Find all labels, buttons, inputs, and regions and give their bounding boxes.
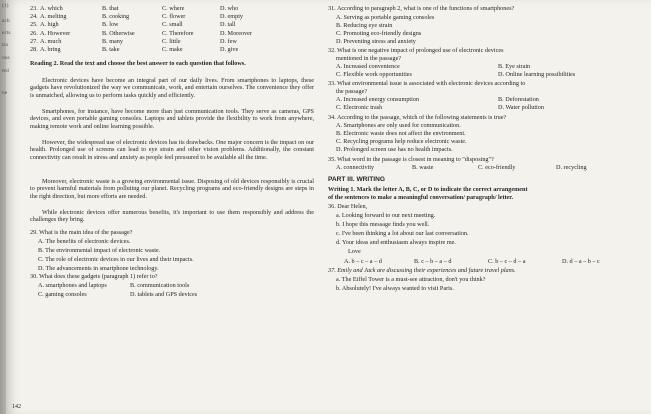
option-b: B. that xyxy=(102,5,119,12)
option-a: A. However xyxy=(40,30,71,37)
sentence-d: d. Your ideas and enthusiasm always inspire me. xyxy=(336,239,456,246)
option-d: D. Online learning possibilities xyxy=(498,71,576,78)
option-d: D. give xyxy=(220,46,239,53)
closing: Love xyxy=(348,248,361,255)
option-c: C. gaming consoles xyxy=(38,291,87,298)
option-d: D. Water pollution xyxy=(498,104,544,111)
sentence-c: c. I've been thinking a lot about our last conversation. xyxy=(336,230,469,237)
option-d: D. d – a – b – c xyxy=(562,258,600,265)
writing-1-heading-cont: of the sentences to make a meaningful conversation/ paragraph/ letter. xyxy=(328,194,514,201)
question-number: 26. xyxy=(30,30,38,37)
option-d: D. who xyxy=(220,5,239,12)
sentence-b: b. I hope this message finds you well. xyxy=(336,221,430,228)
question-stem: 33. What environmental issue is associated with electronic devices according to xyxy=(328,80,526,87)
question-number: 27. xyxy=(30,38,38,45)
sentence-a: a. Looking forward to our next meeting. xyxy=(336,212,436,219)
passage-paragraph-1: Electronic devices have become an integral part of our daily lives. From smartphones to laptops, these gadgets have revolutionized the way we communicate, work, and entertain ourselves. The convenience they offer is unmatched, allowing us to perform tasks quickly and efficiently. xyxy=(30,77,314,99)
part-3-heading: PART III. WRITING xyxy=(328,176,386,183)
option-d: D. tall xyxy=(220,21,236,28)
option-d: D. Moreover xyxy=(220,30,252,37)
sentence-b: b. Absolutely! I've always wanted to visit Paris. xyxy=(336,285,454,292)
question-stem: 34. According to the passage, which of the following statements is true? xyxy=(328,114,507,121)
question-stem: 32. What is one negative impact of prolonged use of electronic devices xyxy=(328,47,504,54)
option-c: C. little xyxy=(162,38,181,45)
option-a: A. smartphones and laptops xyxy=(38,282,107,289)
option-b: B. take xyxy=(102,46,120,53)
option-a: A. connectivity xyxy=(336,164,375,171)
option-a: A. Increased convenience xyxy=(336,63,400,70)
option-a: A. Increased energy consumption xyxy=(336,96,420,103)
option-b: B. Deforestation xyxy=(498,96,539,103)
edge-mark: tra xyxy=(2,42,8,48)
reading-2-heading: Reading 2. Read the text and choose the best answer to each question that follows. xyxy=(30,60,246,67)
option-b: B. waste xyxy=(412,164,434,171)
option-a: A. high xyxy=(40,21,59,28)
writing-1-heading: Writing 1. Mark the letter A, B, C, or D to indicate the correct arrangement xyxy=(328,186,528,193)
sentence-a: a. The Eiffel Tower is a must-see attraction, don't you think? xyxy=(336,276,486,283)
option-b: B. Otherwise xyxy=(102,30,135,37)
option-d: D. Preventing stress and anxiety xyxy=(336,38,416,45)
page-number: 142 xyxy=(12,404,21,410)
passage-paragraph-4: Moreover, electronic waste is a growing environmental issue. Disposing of old devices responsibly is crucial to prevent harmful materials from polluting our planet. Recycling programs and eco-friendly designs are steps in the right direction, but more efforts are needed. xyxy=(30,178,314,200)
option-b: B. Eye strain xyxy=(498,63,531,70)
option-c: C. flower xyxy=(162,13,186,20)
passage-paragraph-2: Smartphones, for instance, have become more than just communication tools. They serve as cameras, GPS devices, and even portable gaming consoles. Laptops and tablets provide the flexibility to work from anywhere, making remote work and online learning possible. xyxy=(30,108,314,130)
option-d: D. recycling xyxy=(556,164,587,171)
option-b: B. cooking xyxy=(102,13,130,20)
question-stem: 36. Dear Helen, xyxy=(328,203,368,210)
option-d: D. tablets and GPS devices xyxy=(130,291,198,298)
option-a: A. melting xyxy=(40,13,67,20)
option-c: C. Therefore xyxy=(162,30,194,37)
option-b: B. many xyxy=(102,38,123,45)
option-a: A. bring xyxy=(40,46,61,53)
option-c: C. make xyxy=(162,46,183,53)
option-a: A. Serving as portable gaming consoles xyxy=(336,14,435,21)
question-stem: 35. What word in the passage is closest in meaning to "disposing"? xyxy=(328,156,494,163)
question-number: 25. xyxy=(30,21,38,28)
option-a: A. b – c – a – d xyxy=(344,258,382,265)
option-a: A. Smartphones are only used for communication. xyxy=(336,122,461,129)
option-b: B. Reducing eye strain xyxy=(336,22,393,29)
edge-mark: (1) xyxy=(2,3,9,9)
edge-mark: ects xyxy=(2,30,11,36)
option-c: C. Recycling programs help reduce electronic waste. xyxy=(336,138,467,145)
question-stem: 31. According to paragraph 2, what is one of the functions of smartphones? xyxy=(328,5,515,12)
textbook-page xyxy=(2,0,651,414)
option-a: 23. xyxy=(30,5,38,12)
option-c: C. where xyxy=(162,5,185,12)
option-c: C. Flexible work opportunities xyxy=(336,71,412,78)
edge-mark: ted xyxy=(2,68,9,74)
option-d: D. empty xyxy=(220,13,244,20)
question-number: 24. xyxy=(30,13,38,20)
option-c: C. b – c – d – a xyxy=(488,258,526,265)
option-b: B. low xyxy=(102,21,119,28)
passage-paragraph-5: While electronic devices offer numerous benefits, it's important to use them responsibly and address the challenges they bring. xyxy=(30,209,314,224)
option-a: A. much xyxy=(40,38,62,45)
question-stem-cont: the passage? xyxy=(336,88,368,95)
question-stem: 37. Emily and Jack are discussing their experiences and future travel plans. xyxy=(328,267,516,274)
option-a: A. which xyxy=(40,5,63,12)
option-d: D. The advancements in smartphone technology. xyxy=(38,265,159,272)
question-stem-cont: mentioned in the passage? xyxy=(336,55,402,62)
question-number: 28. xyxy=(30,46,38,53)
option-b: B. communication tools xyxy=(130,282,190,289)
edge-mark: ach xyxy=(2,18,10,24)
option-d: D. few xyxy=(220,38,237,45)
option-c: C. small xyxy=(162,21,183,28)
option-b: B. c – b – a – d xyxy=(414,258,452,265)
question-stem: 29. What is the main idea of the passage? xyxy=(30,229,133,236)
option-b: B. The environmental impact of electronic waste. xyxy=(38,247,161,254)
option-c: C. The role of electronic devices in our lives and their impacts. xyxy=(38,256,194,263)
question-stem: 30. What does these gadgets (paragraph 1) refer to? xyxy=(30,273,158,280)
edge-mark: ons xyxy=(2,55,10,61)
passage-paragraph-3: However, the widespread use of electronic devices has its drawbacks. One major concern is the impact on our health. Prolonged use of screens can lead to eye strain and other vision problems. Additionally, the constant connectivity can result in stress and anxiety as people feel pressured to be available all the time. xyxy=(30,139,314,161)
option-c: C. Electronic trash xyxy=(336,104,383,111)
edge-mark: ne xyxy=(2,90,8,96)
option-c: C. eco-friendly xyxy=(478,164,516,171)
option-c: C. Promoting eco-friendly designs xyxy=(336,30,422,37)
option-a: A. The benefits of electronic devices. xyxy=(38,238,131,245)
option-b: B. Electronic waste does not affect the environment. xyxy=(336,130,466,137)
option-d: D. Prolonged screen use has no health impacts. xyxy=(336,146,453,153)
